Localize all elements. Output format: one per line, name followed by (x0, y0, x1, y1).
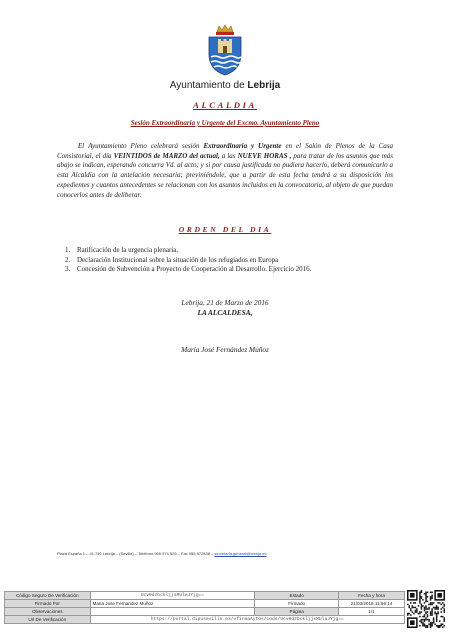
convocation-paragraph: El Ayuntamiento Pleno celebrará sesión Extraordinaria y Urgente en el Salón de Plenos de la Casa Consistorial, el día VEINTIDOS de MARZO del actual, a las NUEVE HORAS , para tratar de los asuntos que más abajo se indican, esperando concurra Vd. al acto; y si por causa justificada no pudiera hacerlo, deberá comunicarlo a esta Alcaldía con la antelación necesaria; previniéndole, que a partir de esta fecha tendrá a su disposición los expedientes y cuantos antecedentes se relacionan con los asuntos incluidos en la convocatoria, al objeto de que puedan conocerlos antes de deliberar. (57, 142, 393, 199)
list-item: 2. Declaración Institucional sobre la situación de los refugiados en Europa (65, 255, 279, 264)
session-subtitle: Sesión Extraordinaria y Urgente del Excmo. Ayuntamiento Pleno (130, 119, 320, 127)
signed-by-label: Firmado Por (5, 600, 91, 608)
organization-name: Ayuntamiento de Lebrija (169, 80, 281, 91)
qr-code-icon (407, 590, 445, 628)
list-item: 1. Ratificación de la urgencia plenaria. (65, 246, 179, 254)
agenda-heading: ORDEN DEL DIA (178, 225, 272, 234)
signed-by-value: Maria Jose Fernandez Muñoz (90, 600, 255, 608)
observations-label: Observaciones (5, 608, 91, 616)
place-date: Lebrija, 21 de Marzo de 2016 (181, 298, 269, 307)
observations-value (90, 608, 255, 616)
table-row (5, 608, 405, 616)
verification-url-link[interactable]: https://portal.dipusevilla.es/vfirmaAytos/code/Ucv0dzbckljjsMUlaJYjg== (90, 616, 404, 624)
signer-role: LA ALCALDESA, (197, 308, 253, 317)
agenda-list (65, 246, 385, 275)
page-value: 1/1 (339, 608, 405, 616)
table-row (5, 616, 405, 624)
section-heading: ALCALDIA (193, 100, 257, 110)
email-link[interactable]: secretaria.general@lebrija.es (214, 551, 267, 556)
signer-name: María José Fernández Muñoz (181, 345, 269, 354)
status-label: Estado (255, 592, 339, 600)
verification-table (4, 591, 405, 624)
table-row (5, 600, 405, 608)
verification-code-value: Ucv0dzbckljjsMUlaJYjg== (90, 592, 255, 600)
table-row (5, 592, 405, 600)
status-value: Firmado (255, 600, 339, 608)
page-label: Página (255, 608, 339, 616)
verification-url-label: Url De Verificación (5, 616, 91, 624)
municipal-crest-logo (205, 24, 245, 76)
verification-code-label: Código Seguro De Verificación (5, 592, 91, 600)
datetime-value: 21/03/2016 11:56:14 (339, 600, 405, 608)
list-item: 3. Concesión de Subvención a Proyecto de Cooperación al Desarrollo. Ejercicio 2016. (65, 265, 312, 274)
datetime-label: Fecha y hora (339, 592, 405, 600)
footer-address: Plaza España 1 – 41.740 Lebrija – (Sevilla) – Teléfono 955 974 525 – Fax 955 972838 – secretaria.general@lebrija.es (57, 551, 267, 556)
